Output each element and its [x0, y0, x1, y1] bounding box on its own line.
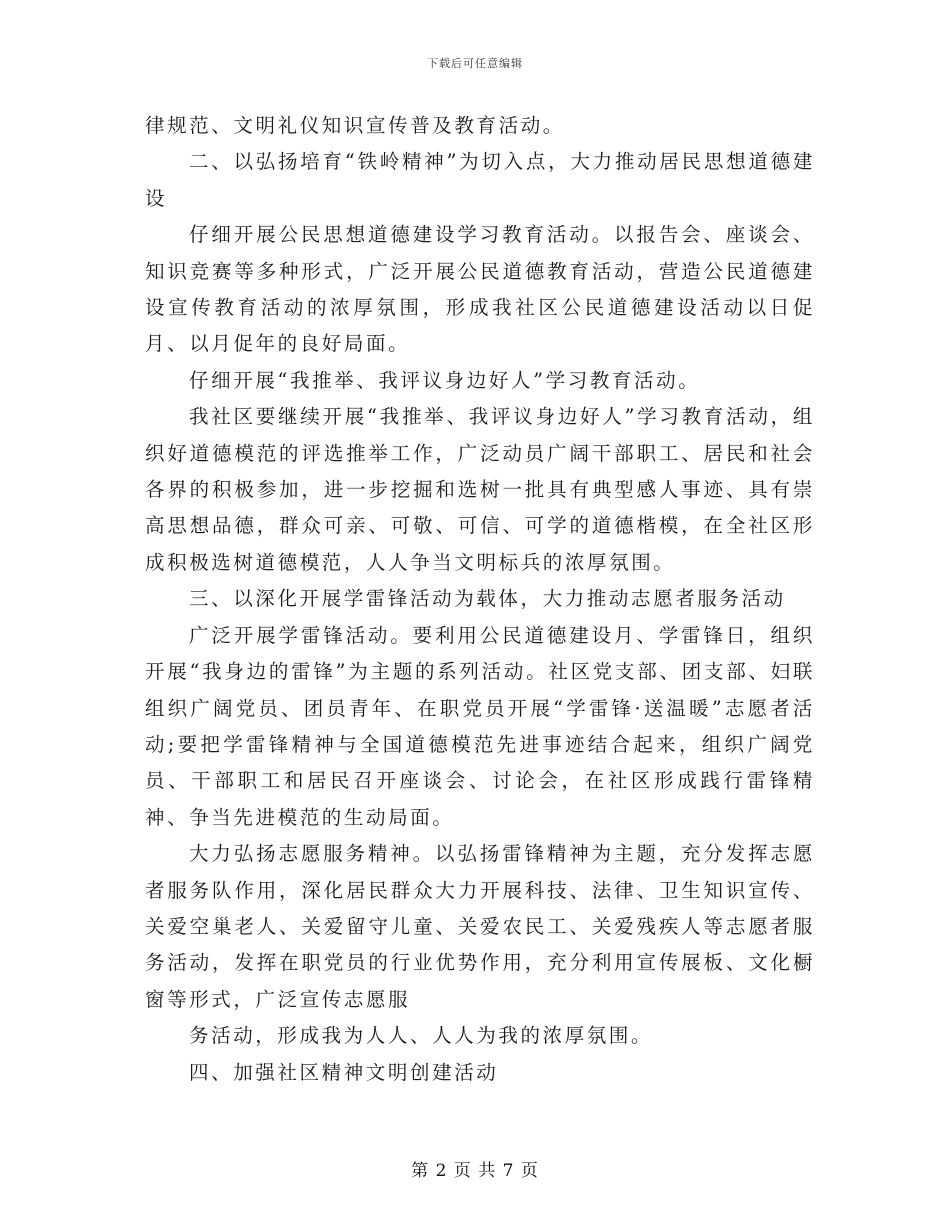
paragraph: 律规范、文明礼仪知识宣传普及教育活动。: [145, 114, 565, 137]
paragraph: 务活动，形成我为人人、人人为我的浓厚氛围。: [189, 1024, 654, 1048]
paragraph: 仔细开展公民思想道德建设学习教育活动。以报告会、座谈会、知识竞赛等多种形式，广泛开展公民道德教育活动，营造公民道德建设宣传教育活动的浓厚氛围，形成我社区公民道德建设活动以日促月、以月促年的良好局面。: [145, 223, 815, 356]
section-heading: 四、加强社区精神文明创建活动: [189, 1060, 499, 1084]
paragraph: 广泛开展学雷锋活动。要利用公民道德建设月、学雷锋日，组织开展“我身边的雷锋”为主题的系列活动。社区党支部、团支部、妇联组织广阔党员、团员青年、在职党员开展“学雷锋·送温暖”志愿者活动;要把学雷锋精神与全国道德模范先进事迹结合起来，组织广阔党员、干部职工和居民召开座谈会、讨论会，在社区形成践行雷锋精神、争当先进模范的生动局面。: [145, 623, 815, 829]
paragraph: 大力弘扬志愿服务精神。以弘扬雷锋精神为主题，充分发挥志愿者服务队作用，深化居民群众大力开展科技、法律、卫生知识宣传、关爱空巢老人、关爱留守儿童、关爱农民工、关爱残疾人等志愿者服务活动，发挥在职党员的行业优势作用，充分利用宣传展板、文化橱窗等形式，广泛宣传志愿服: [145, 842, 815, 1011]
page-number: 第 2 页 共 7 页: [411, 1161, 539, 1181]
section-heading: 三、以深化开展学雷锋活动为载体，大力推动志愿者服务活动: [189, 587, 786, 611]
page-header: 下载后可任意编辑: [427, 57, 523, 70]
paragraph: 我社区要继续开展“我推举、我评议身边好人”学习教育活动，组织好道德模范的评选推举工作，广泛动员广阔干部职工、居民和社会各界的积极参加，进一步挖掘和选树一批具有典型感人事迹、具有崇高思想品德，群众可亲、可敬、可信、可学的道德楷模，在全社区形成积极选树道德模范，人人争当文明标兵的浓厚氛围。: [145, 405, 815, 574]
section-heading: 二、以弘扬培育“铁岭精神”为切入点，大力推动居民思想道德建设: [145, 150, 815, 210]
paragraph: 仔细开展“我推举、我评议身边好人”学习教育活动。: [189, 368, 701, 392]
document-body: [145, 108, 815, 1091]
